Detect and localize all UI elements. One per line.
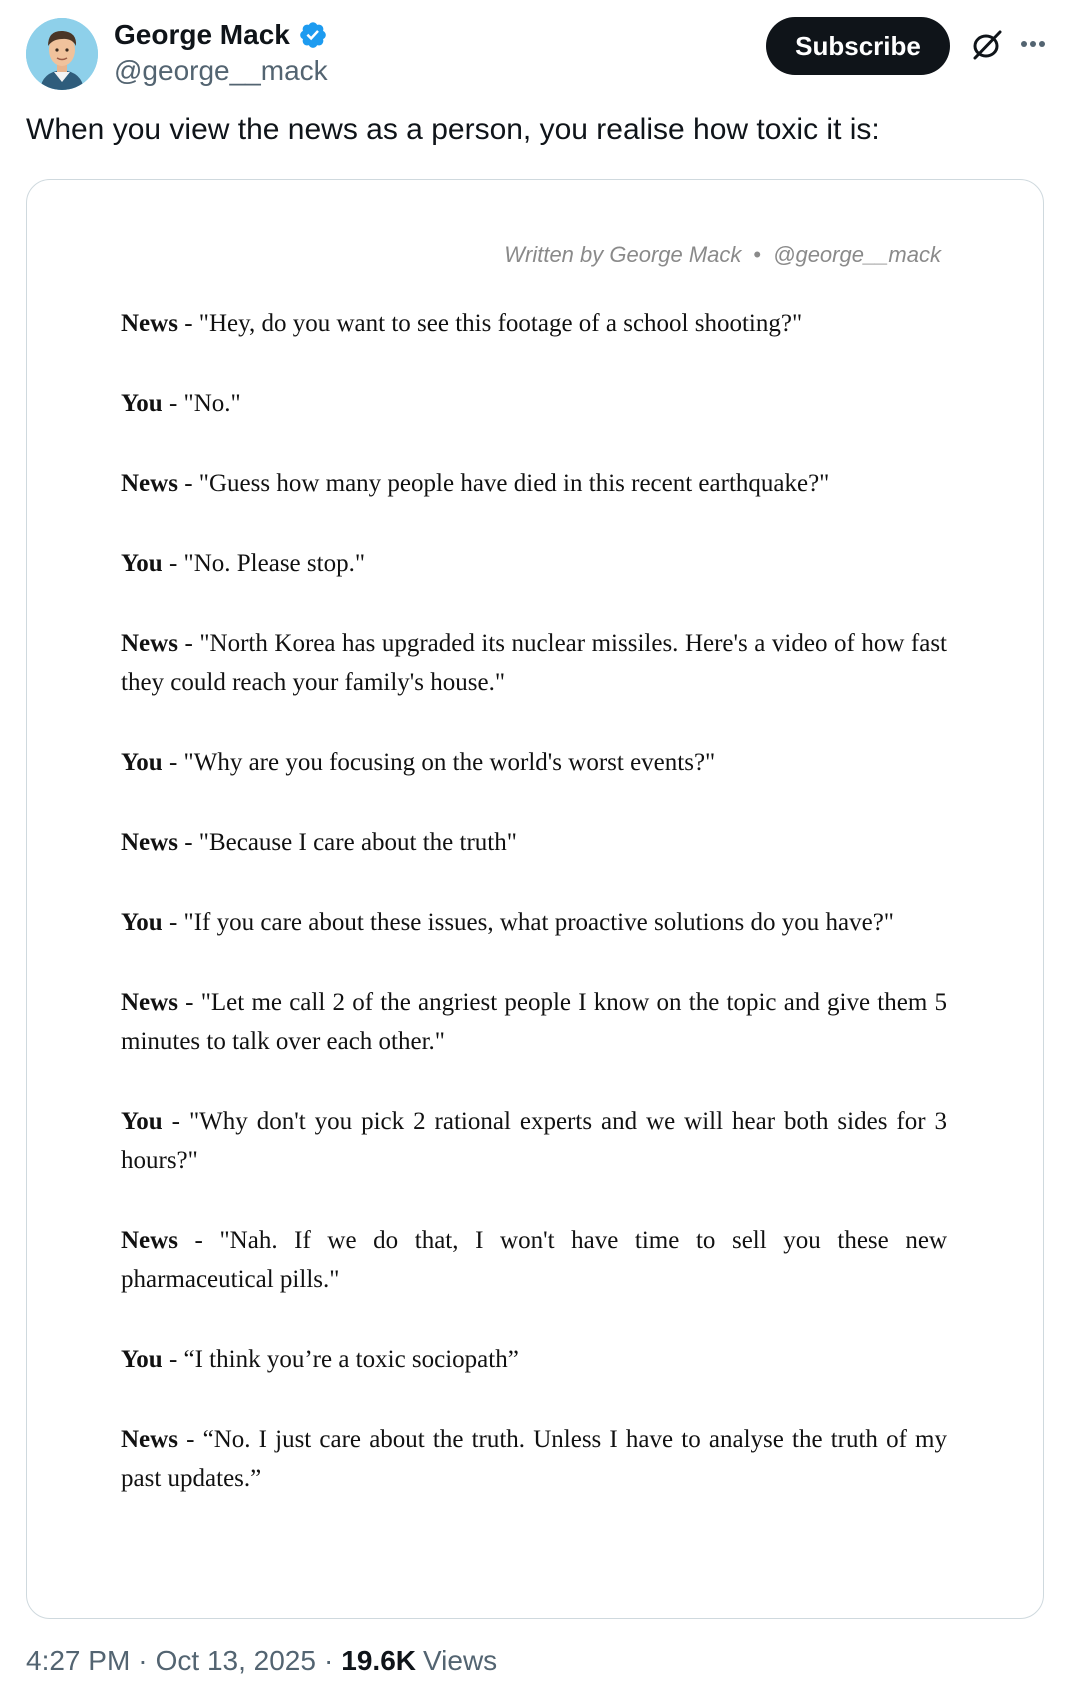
dialogue-text: "Let me call 2 of the angriest people I know on the topic and give them 5 minutes to talk over each other." — [121, 989, 947, 1055]
speaker-separator: - — [162, 550, 184, 577]
speaker-label: You — [121, 909, 163, 936]
dialogue-line — [121, 304, 947, 343]
grok-icon[interactable] — [969, 27, 1005, 63]
dialogue-text: "Hey, do you want to see this footage of a school shooting?" — [198, 310, 803, 337]
dialogue-text: "Because I care about the truth" — [198, 829, 517, 856]
dialogue-line — [121, 743, 947, 782]
dialogue-line — [121, 464, 947, 503]
speaker-label: News — [121, 829, 178, 856]
speaker-separator: - — [177, 630, 200, 657]
speaker-separator: - — [162, 390, 184, 417]
speaker-separator: - — [177, 470, 199, 497]
attached-image-card[interactable] — [26, 179, 1044, 1619]
tweet-meta — [26, 1645, 497, 1677]
attribution-handle: @george__mack — [773, 242, 941, 267]
speaker-label: You — [121, 390, 163, 417]
attribution-author: Written by George Mack — [504, 242, 742, 267]
speaker-label: News — [121, 630, 178, 657]
subscribe-button[interactable]: Subscribe — [766, 17, 950, 75]
speaker-label: News — [121, 1227, 178, 1254]
dialogue-line — [121, 903, 947, 942]
author-name-row — [114, 18, 328, 52]
author-handle[interactable]: @george__mack — [114, 55, 328, 86]
avatar-portrait-illustration — [26, 18, 98, 90]
views-count[interactable]: 19.6K — [341, 1645, 416, 1676]
speaker-label: News — [121, 1426, 178, 1453]
dialogue-text: "Guess how many people have died in this recent earthquake?" — [198, 470, 830, 497]
speaker-label: News — [121, 310, 178, 337]
speaker-separator: - — [162, 1346, 184, 1373]
verified-badge-icon[interactable] — [298, 20, 328, 50]
meta-separator: · — [138, 1645, 148, 1676]
tweet-text: When you view the news as a person, you realise how toxic it is: — [26, 113, 880, 146]
dialogue-text: "North Korea has upgraded its nuclear missiles. Here's a video of how fast they could reach your family's house." — [121, 630, 947, 696]
speaker-label: You — [121, 1346, 163, 1373]
speaker-label: News — [121, 989, 178, 1016]
dialogue-line — [121, 1102, 947, 1180]
speaker-separator: - — [162, 749, 184, 776]
dialogue-line — [121, 544, 947, 583]
dialogue-line — [121, 384, 947, 423]
speaker-label: You — [121, 1108, 163, 1135]
tweet-date[interactable]: Oct 13, 2025 — [155, 1645, 316, 1676]
dialogue-text: "No. Please stop." — [183, 550, 366, 577]
speaker-label: News — [121, 470, 178, 497]
card-attribution — [504, 242, 941, 268]
dialogue-line — [121, 1340, 947, 1379]
author-display-name[interactable]: George Mack — [114, 19, 290, 50]
speaker-separator: - — [177, 310, 199, 337]
speaker-separator: - — [177, 989, 201, 1016]
dialogue-text: "If you care about these issues, what proactive solutions do you have?" — [183, 909, 895, 936]
meta-separator: · — [323, 1645, 334, 1676]
speaker-separator: - — [162, 909, 184, 936]
avatar[interactable] — [26, 18, 98, 90]
speaker-label: You — [121, 749, 163, 776]
dialogue-text: "Nah. If we do that, I won't have time to sell you these new pharmaceutical pills." — [121, 1227, 948, 1293]
dialogue-list — [121, 304, 947, 1539]
dialogue-line — [121, 1420, 947, 1498]
views-label: Views — [423, 1645, 498, 1676]
dialogue-line — [121, 624, 947, 702]
dialogue-line — [121, 823, 947, 862]
tweet-header — [26, 16, 1044, 92]
tweet-time[interactable]: 4:27 PM — [26, 1645, 131, 1676]
speaker-separator: - — [177, 1426, 203, 1453]
speaker-separator: - — [177, 829, 199, 856]
more-dots-icon[interactable] — [1016, 27, 1050, 61]
speaker-separator: - — [177, 1227, 220, 1254]
dialogue-text: "Why are you focusing on the world's worst events?" — [183, 749, 716, 776]
dialogue-text: "Why don't you pick 2 rational experts and we will hear both sides for 3 hours?" — [121, 1108, 947, 1174]
dialogue-text: “No. I just care about the truth. Unless I have to analyse the truth of my past updates.” — [121, 1426, 948, 1492]
speaker-separator: - — [162, 1108, 189, 1135]
dialogue-line — [121, 1221, 947, 1299]
speaker-label: You — [121, 550, 163, 577]
attribution-dot: • — [753, 242, 762, 267]
dialogue-text: "No." — [183, 390, 241, 417]
dialogue-line — [121, 983, 947, 1061]
dialogue-text: “I think you’re a toxic sociopath” — [183, 1346, 519, 1373]
